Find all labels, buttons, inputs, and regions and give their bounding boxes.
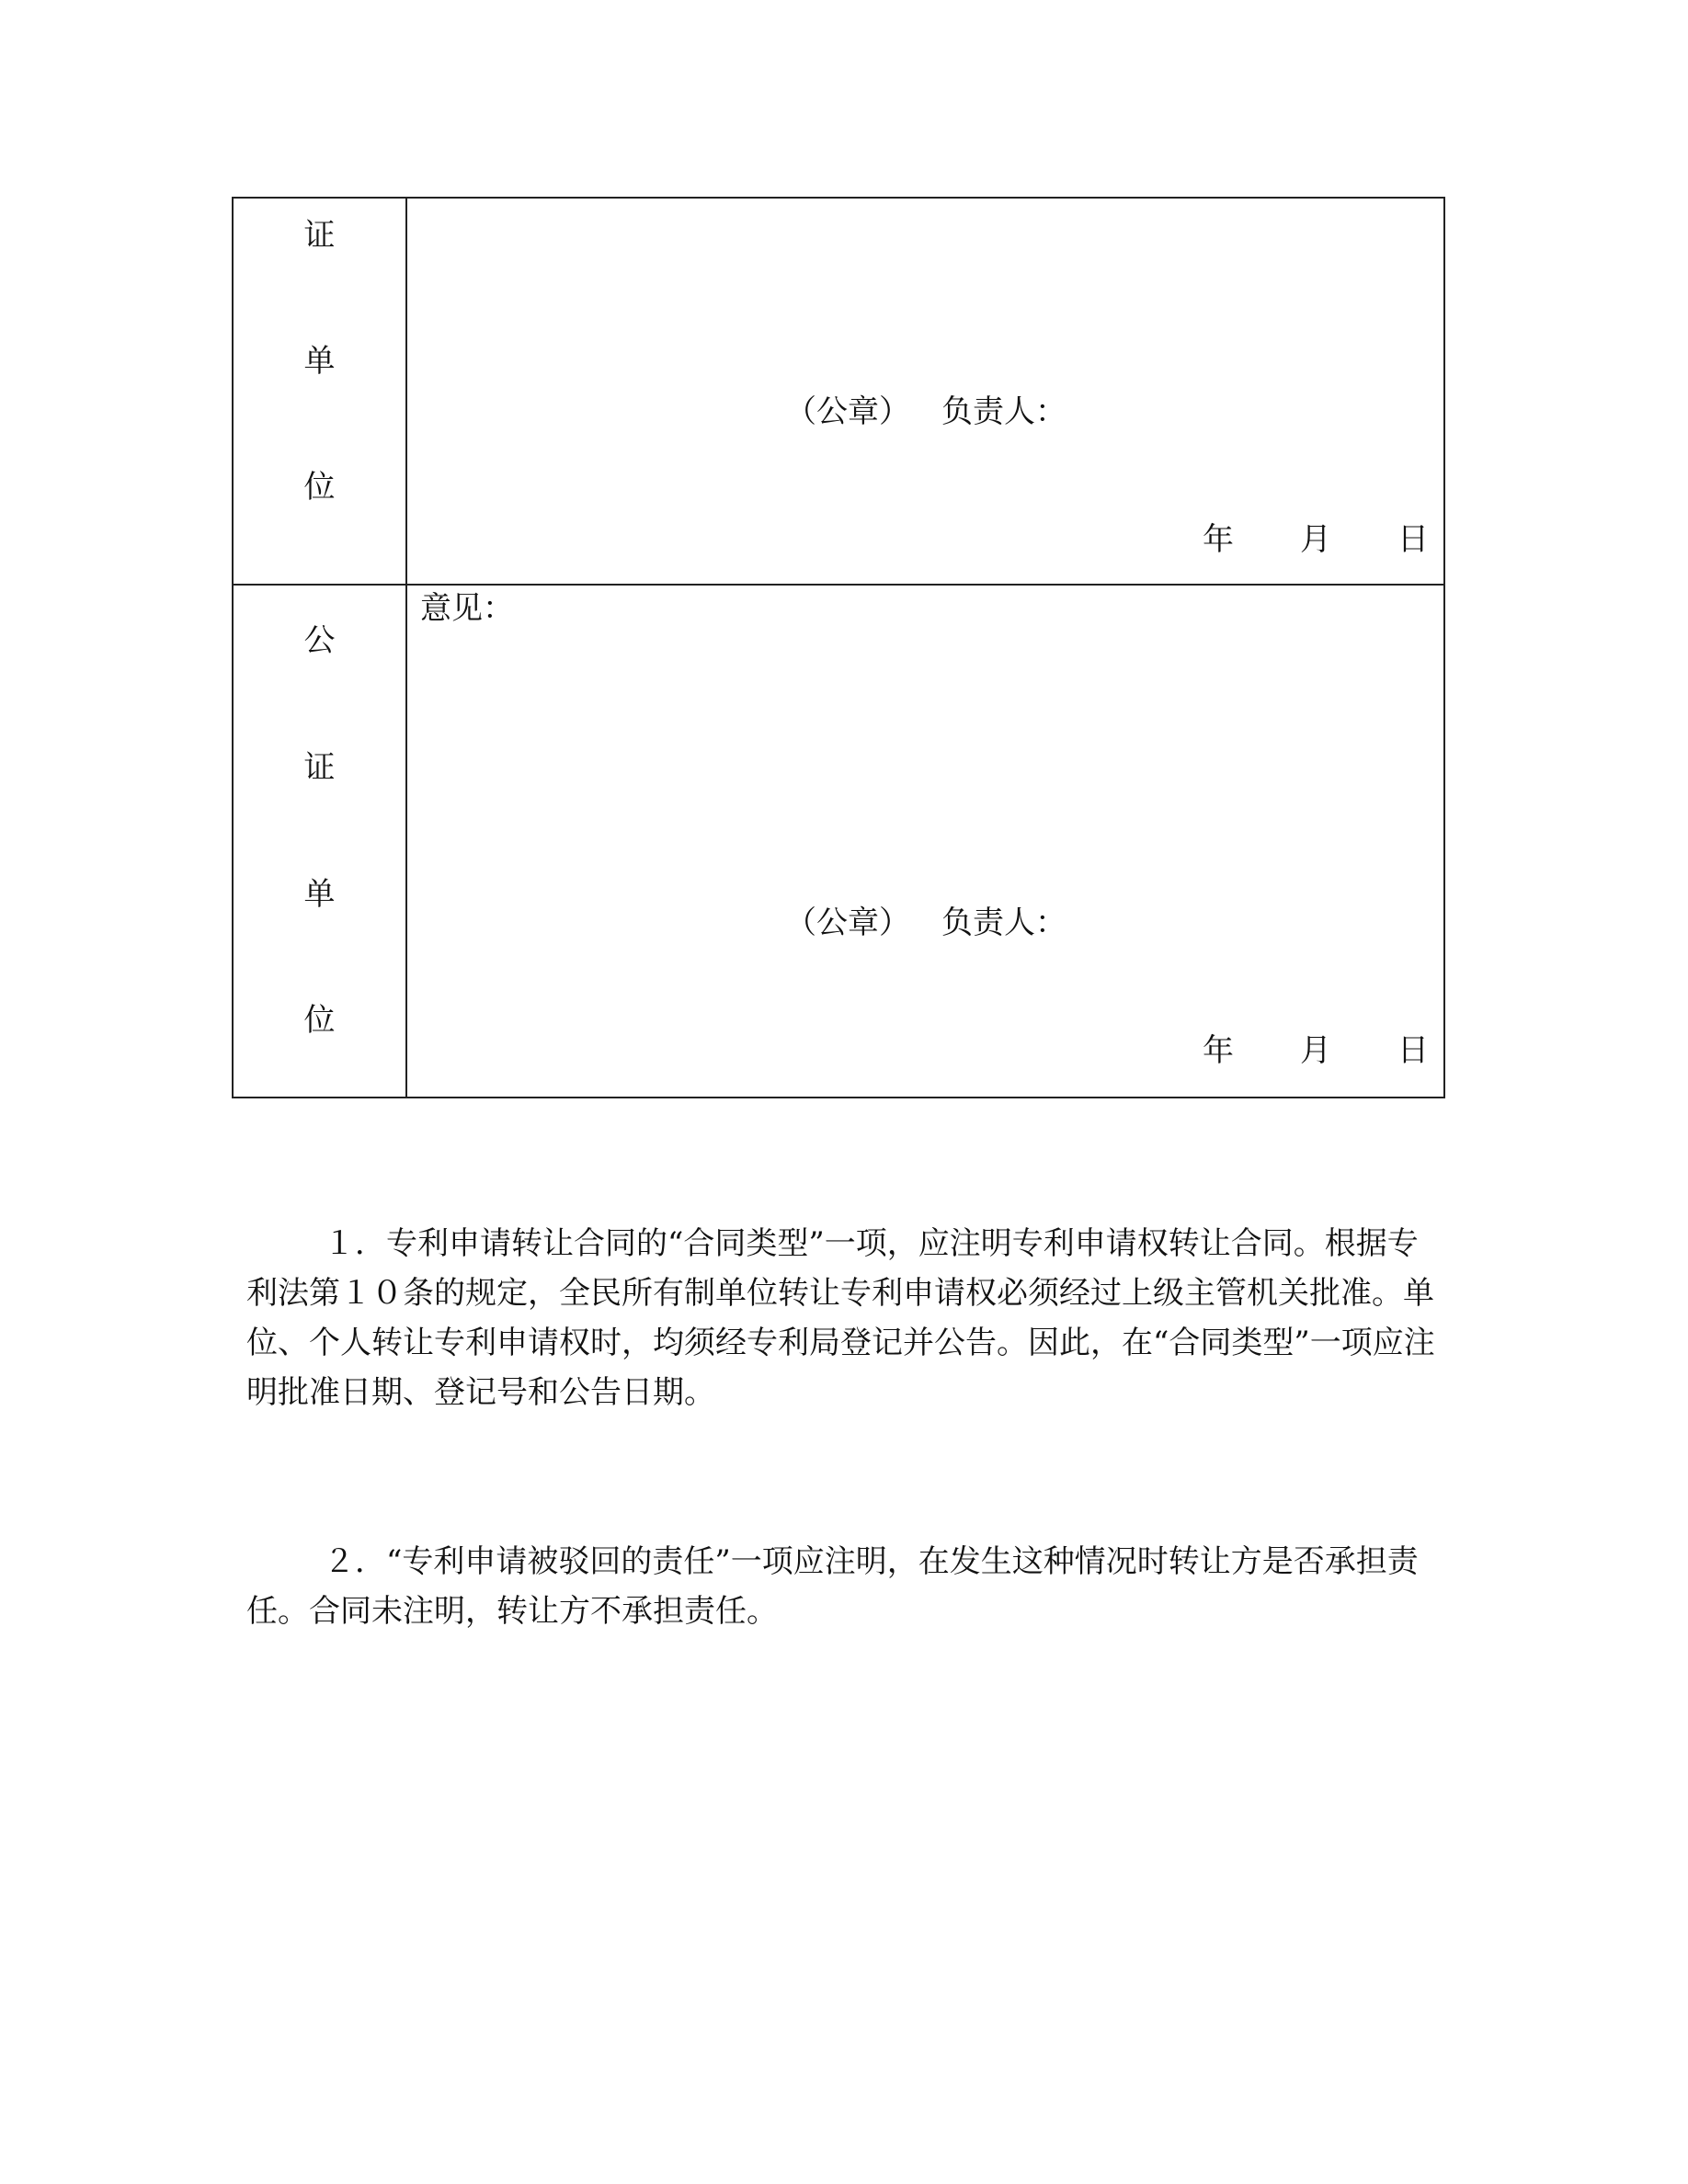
row2-seal-text: （公章）: [785, 904, 910, 941]
row1-label-char: 单: [303, 343, 336, 380]
note-1: [246, 1219, 1440, 1417]
row1-month-label: 月: [1300, 521, 1331, 558]
row2-label-char: 证: [303, 749, 336, 786]
row2-year-label: 年: [1203, 1032, 1234, 1069]
row1-day-label: 日: [1397, 521, 1429, 558]
row1-responsible-label: 负责人：: [941, 393, 1066, 430]
note-2: [246, 1537, 1440, 1636]
form-table: [232, 197, 1445, 1098]
column-divider: [405, 199, 407, 1097]
row2-responsible-label: 负责人：: [941, 904, 1066, 941]
row2-month-label: 月: [1300, 1032, 1331, 1069]
row1-seal-text: （公章）: [785, 393, 910, 430]
row2-opinion-label: 意见：: [420, 590, 514, 627]
row1-year-label: 年: [1203, 521, 1234, 558]
row2-label-char: 公: [303, 622, 336, 659]
note-paragraph: １．专利申请转让合同的“合同类型”一项，应注明专利申请权转让合同。根据专利法第１０条的规定，全民所有制单位转让专利申请权必须经过上级主管机关批准。单位、个人转让专利申请权时，均须经专利局登记并公告。因此，在“合同类型”一项应注明批准日期、登记号和公告日期。: [246, 1225, 1435, 1411]
row2-label-char: 位: [303, 1002, 336, 1039]
row2-label-char: 单: [303, 876, 336, 913]
row1-label-char: 证: [303, 217, 336, 254]
row2-day-label: 日: [1397, 1032, 1429, 1069]
row1-label-char: 位: [303, 469, 336, 506]
note-paragraph: ２．“专利申请被驳回的责任”一项应注明，在发生这种情况时转让方是否承担责任。合同未注明，转让方不承担责任。: [246, 1543, 1419, 1630]
row-divider: [234, 584, 1443, 586]
